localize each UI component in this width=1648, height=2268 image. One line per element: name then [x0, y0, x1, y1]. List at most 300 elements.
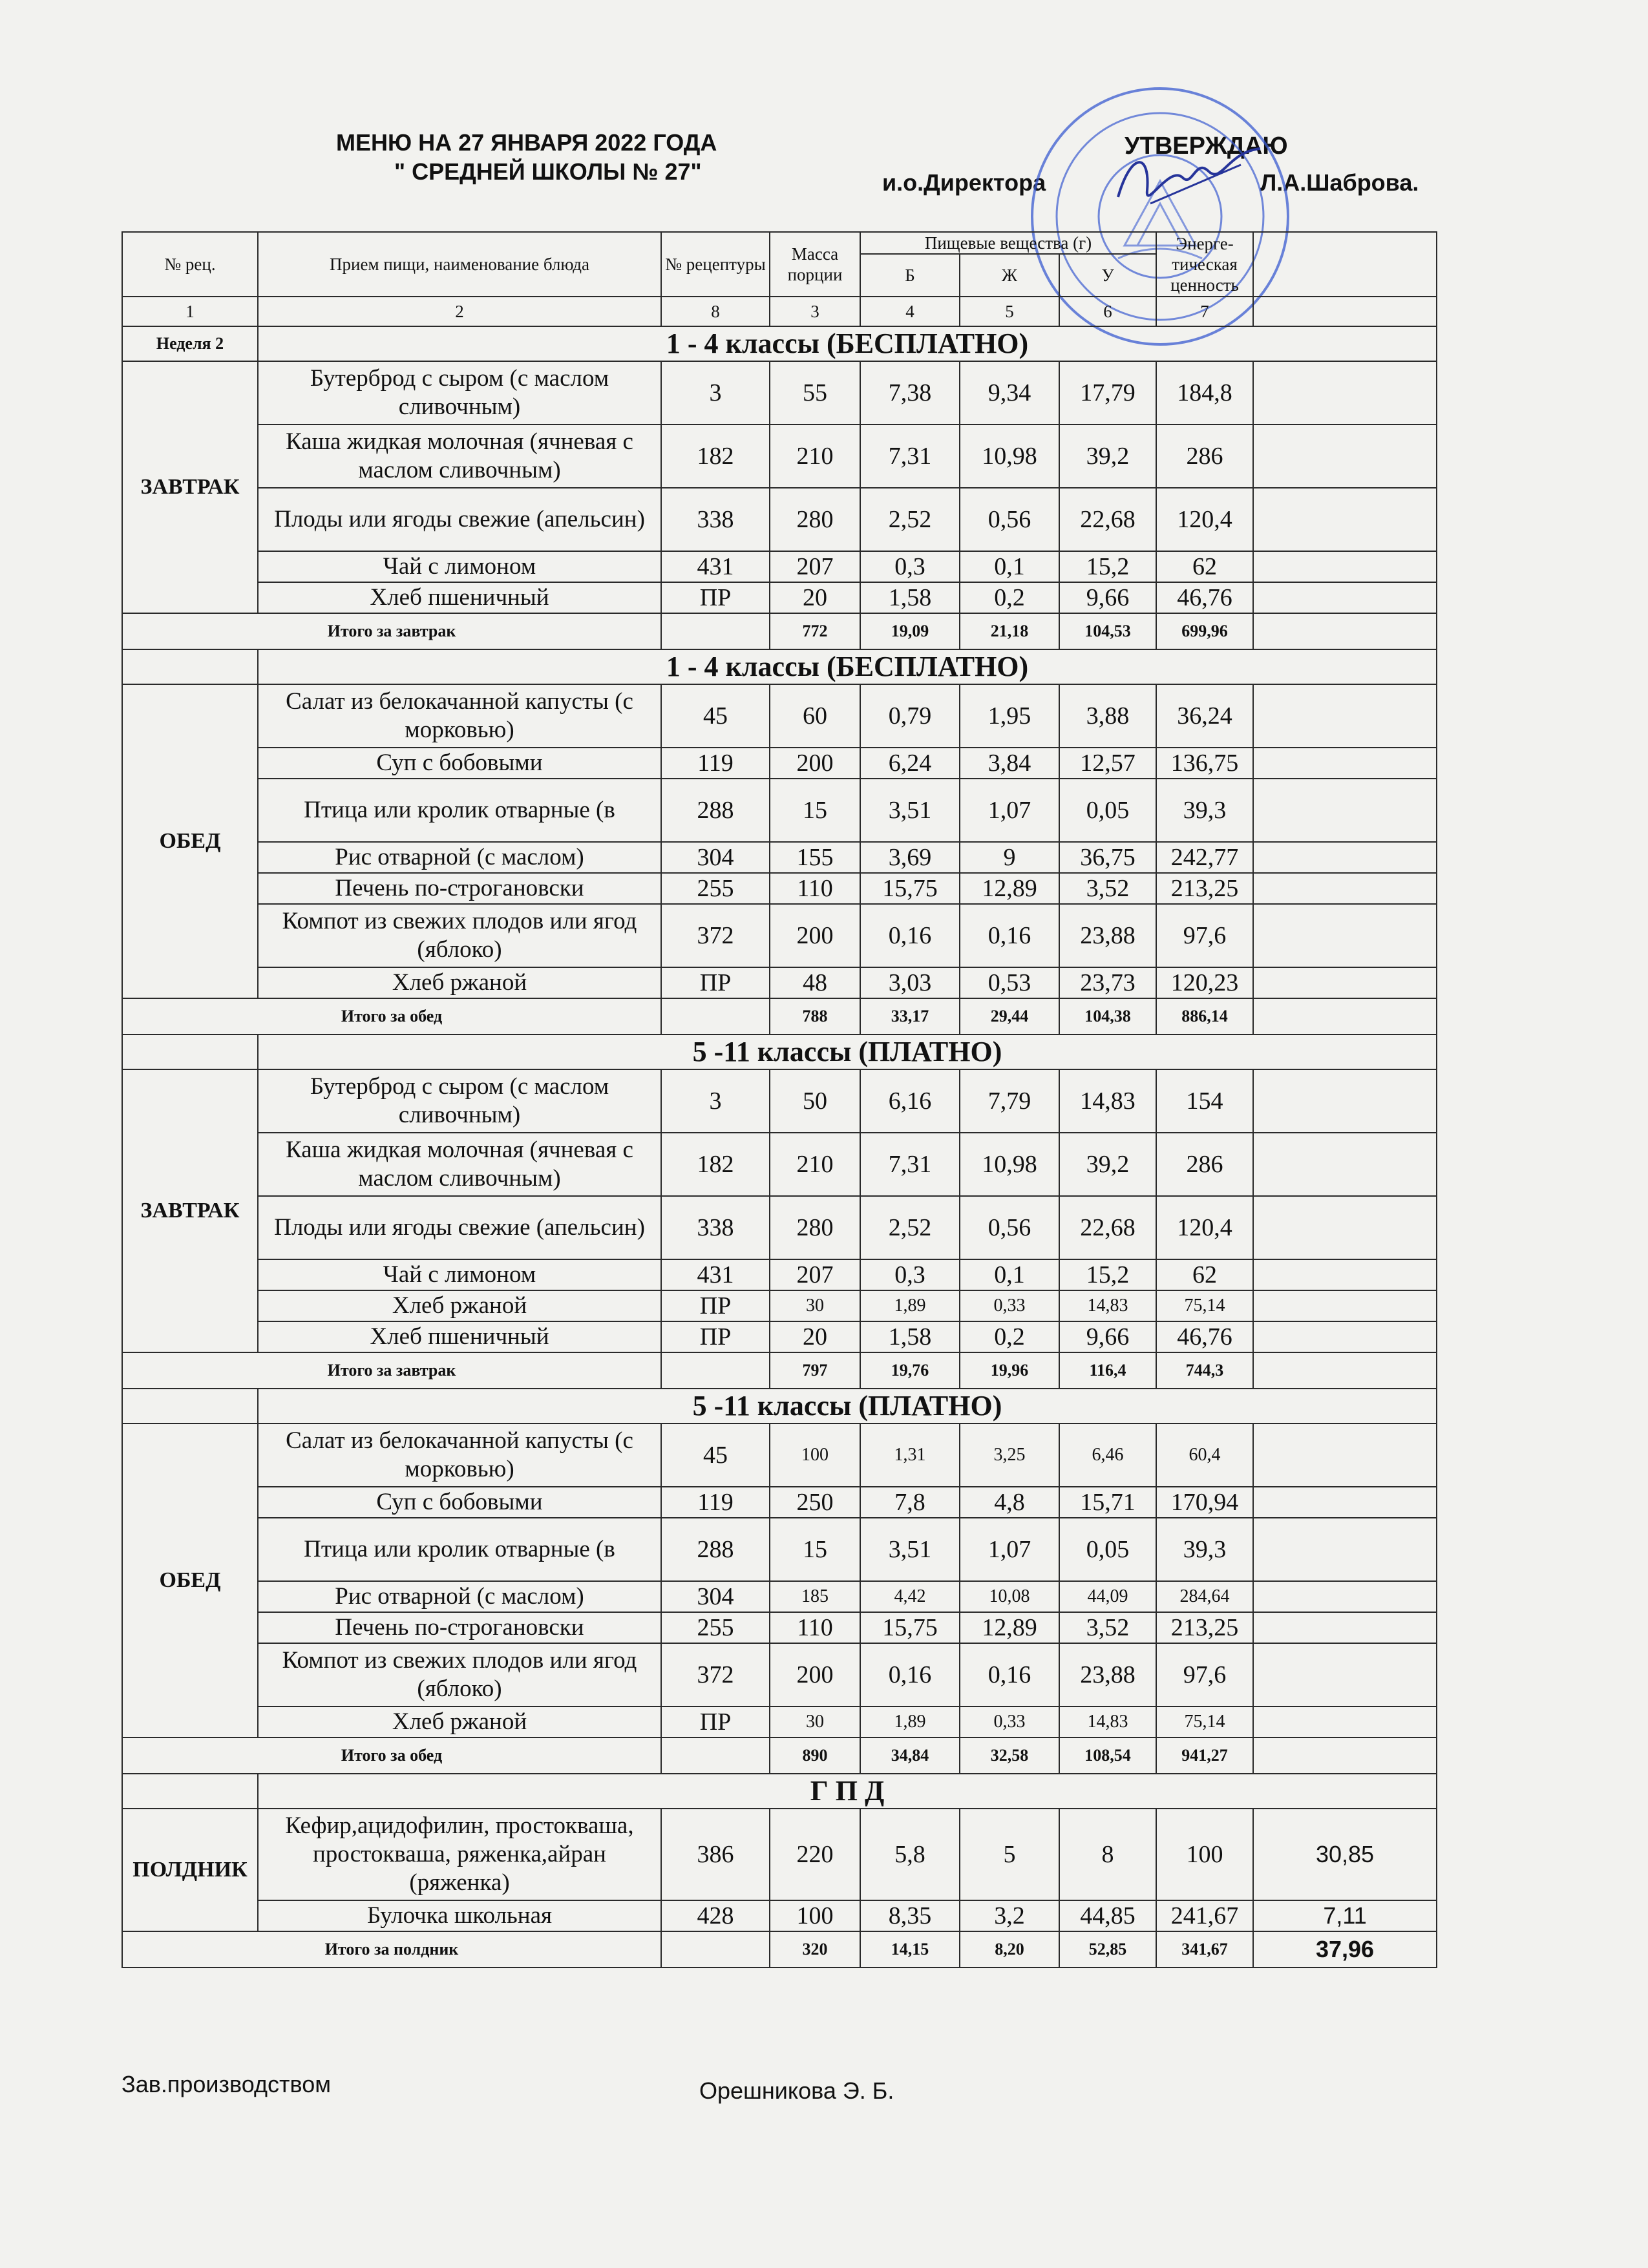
- extra-value: [1253, 1612, 1437, 1643]
- table-row: [122, 1487, 1437, 1518]
- total-blank: [661, 613, 770, 649]
- title-line-2: " СРЕДНЕЙ ШКОЛЫ № 27": [394, 158, 702, 185]
- header-col-number: 3: [770, 297, 860, 326]
- table-row: [122, 1643, 1437, 1706]
- section-title: 1 - 4 классы (БЕСПЛАТНО): [258, 649, 1437, 684]
- total-mass: 890: [770, 1738, 860, 1774]
- protein-value: 0,79: [860, 684, 960, 748]
- fat-value: 1,95: [960, 684, 1059, 748]
- header-empty: [1253, 297, 1437, 326]
- table-row: [122, 904, 1437, 967]
- portion-mass: 280: [770, 1196, 860, 1259]
- recipe-no: 428: [661, 1900, 770, 1931]
- fat-value: 5: [960, 1809, 1059, 1900]
- recipe-no: ПР: [661, 967, 770, 998]
- total-label: Итого за обед: [122, 1738, 661, 1774]
- portion-mass: 280: [770, 488, 860, 551]
- fat-value: 1,07: [960, 779, 1059, 842]
- extra-value: [1253, 582, 1437, 613]
- section-blank: [122, 1034, 258, 1069]
- fat-value: 0,33: [960, 1290, 1059, 1321]
- dish-name: Каша жидкая молочная (ячневая с маслом сливочным): [258, 1133, 661, 1196]
- protein-value: 1,58: [860, 582, 960, 613]
- table-row: [122, 1612, 1437, 1643]
- fat-value: 10,98: [960, 1133, 1059, 1196]
- fat-value: 0,2: [960, 582, 1059, 613]
- dish-name: Суп с бобовыми: [258, 748, 661, 779]
- protein-value: 2,52: [860, 488, 960, 551]
- energy-value: 242,77: [1156, 842, 1253, 873]
- dish-name: Печень по-строгановски: [258, 1612, 661, 1643]
- recipe-no: 119: [661, 748, 770, 779]
- energy-value: 120,4: [1156, 1196, 1253, 1259]
- total-protein: 19,09: [860, 613, 960, 649]
- header-recipe-no: № рецептуры: [661, 232, 770, 297]
- recipe-no: 45: [661, 684, 770, 748]
- fat-value: 3,84: [960, 748, 1059, 779]
- extra-value: [1253, 425, 1437, 488]
- fat-value: 3,2: [960, 1900, 1059, 1931]
- carbs-value: 39,2: [1059, 425, 1156, 488]
- total-fat: 8,20: [960, 1931, 1059, 1968]
- table-row: [122, 1352, 1437, 1389]
- carbs-value: 15,71: [1059, 1487, 1156, 1518]
- portion-mass: 185: [770, 1581, 860, 1612]
- energy-value: 97,6: [1156, 904, 1253, 967]
- header-col-number: 2: [258, 297, 661, 326]
- recipe-no: ПР: [661, 1290, 770, 1321]
- portion-mass: 60: [770, 684, 860, 748]
- portion-mass: 155: [770, 842, 860, 873]
- recipe-no: 3: [661, 1069, 770, 1133]
- table-row: [122, 582, 1437, 613]
- carbs-value: 23,73: [1059, 967, 1156, 998]
- table-row: [122, 1290, 1437, 1321]
- menu-table: [121, 231, 1437, 1968]
- energy-value: 39,3: [1156, 1518, 1253, 1581]
- portion-mass: 210: [770, 1133, 860, 1196]
- header-col-number: 7: [1156, 297, 1253, 326]
- total-extra: [1253, 1738, 1437, 1774]
- total-fat: 32,58: [960, 1738, 1059, 1774]
- total-fat: 21,18: [960, 613, 1059, 649]
- extra-value: 7,11: [1253, 1900, 1437, 1931]
- protein-value: 7,31: [860, 1133, 960, 1196]
- extra-value: [1253, 684, 1437, 748]
- table-row: [122, 649, 1437, 684]
- portion-mass: 55: [770, 361, 860, 425]
- energy-value: 62: [1156, 1259, 1253, 1290]
- recipe-no: 288: [661, 779, 770, 842]
- fat-value: 4,8: [960, 1487, 1059, 1518]
- energy-value: 284,64: [1156, 1581, 1253, 1612]
- table-row: [122, 1738, 1437, 1774]
- energy-value: 60,4: [1156, 1423, 1253, 1487]
- footer-position: Зав.производством: [121, 2071, 331, 2097]
- portion-mass: 15: [770, 1518, 860, 1581]
- carbs-value: 22,68: [1059, 488, 1156, 551]
- portion-mass: 110: [770, 1612, 860, 1643]
- table-row: [122, 967, 1437, 998]
- section-title: 5 -11 классы (ПЛАТНО): [258, 1389, 1437, 1423]
- carbs-value: 15,2: [1059, 551, 1156, 582]
- recipe-no: 304: [661, 1581, 770, 1612]
- total-extra: [1253, 998, 1437, 1034]
- energy-value: 39,3: [1156, 779, 1253, 842]
- table-row: [122, 842, 1437, 873]
- total-label: Итого за завтрак: [122, 1352, 661, 1389]
- dish-name: Плоды или ягоды свежие (апельсин): [258, 1196, 661, 1259]
- dish-name: Компот из свежих плодов или ягод (яблоко): [258, 904, 661, 967]
- protein-value: 1,89: [860, 1290, 960, 1321]
- section-blank: [122, 1389, 258, 1423]
- total-protein: 14,15: [860, 1931, 960, 1968]
- fat-value: 0,56: [960, 1196, 1059, 1259]
- carbs-value: 23,88: [1059, 1643, 1156, 1706]
- table-row: [122, 1069, 1437, 1133]
- dish-name: Бутерброд с сыром (с маслом сливочным): [258, 1069, 661, 1133]
- extra-value: [1253, 1423, 1437, 1487]
- extra-value: [1253, 1321, 1437, 1352]
- energy-value: 136,75: [1156, 748, 1253, 779]
- carbs-value: 8: [1059, 1809, 1156, 1900]
- carbs-value: 3,88: [1059, 684, 1156, 748]
- energy-value: 120,4: [1156, 488, 1253, 551]
- table-row: [122, 326, 1437, 361]
- table-row: [122, 1196, 1437, 1259]
- fat-value: 9,34: [960, 361, 1059, 425]
- recipe-no: 182: [661, 425, 770, 488]
- fat-value: 0,53: [960, 967, 1059, 998]
- portion-mass: 200: [770, 1643, 860, 1706]
- energy-value: 36,24: [1156, 684, 1253, 748]
- table-row: [122, 779, 1437, 842]
- table-row: [122, 232, 1437, 254]
- energy-value: 241,67: [1156, 1900, 1253, 1931]
- recipe-no: 3: [661, 361, 770, 425]
- table-row: [122, 1706, 1437, 1738]
- table-row: [122, 1931, 1437, 1968]
- table-row: [122, 361, 1437, 425]
- protein-value: 1,31: [860, 1423, 960, 1487]
- fat-value: 0,1: [960, 1259, 1059, 1290]
- energy-value: 97,6: [1156, 1643, 1253, 1706]
- total-energy: 744,3: [1156, 1352, 1253, 1389]
- extra-value: [1253, 748, 1437, 779]
- extra-value: [1253, 1133, 1437, 1196]
- fat-value: 12,89: [960, 873, 1059, 904]
- extra-value: [1253, 1259, 1437, 1290]
- carbs-value: 39,2: [1059, 1133, 1156, 1196]
- total-label: Итого за полдник: [122, 1931, 661, 1968]
- fat-value: 0,33: [960, 1706, 1059, 1738]
- recipe-no: 255: [661, 1612, 770, 1643]
- table-row: [122, 873, 1437, 904]
- table-row: [122, 998, 1437, 1034]
- recipe-no: 386: [661, 1809, 770, 1900]
- section-blank: [122, 1774, 258, 1809]
- meal-label: ОБЕД: [122, 684, 258, 998]
- total-fat: 29,44: [960, 998, 1059, 1034]
- protein-value: 8,35: [860, 1900, 960, 1931]
- dish-name: Рис отварной (с маслом): [258, 1581, 661, 1612]
- energy-value: 75,14: [1156, 1706, 1253, 1738]
- total-blank: [661, 998, 770, 1034]
- table-row: [122, 297, 1437, 326]
- protein-value: 1,89: [860, 1706, 960, 1738]
- header-carbs: У: [1059, 254, 1156, 297]
- carbs-value: 44,09: [1059, 1581, 1156, 1612]
- total-protein: 19,76: [860, 1352, 960, 1389]
- footer-name: Орешникова Э. Б.: [699, 2077, 894, 2104]
- carbs-value: 6,46: [1059, 1423, 1156, 1487]
- protein-value: 0,16: [860, 904, 960, 967]
- director-label: и.о.Директора: [882, 169, 1046, 196]
- extra-value: [1253, 1706, 1437, 1738]
- fat-value: 10,08: [960, 1581, 1059, 1612]
- table-row: [122, 1034, 1437, 1069]
- table-row: [122, 613, 1437, 649]
- director-name: Л.А.Шаброва.: [1260, 169, 1419, 196]
- recipe-no: 255: [661, 873, 770, 904]
- dish-name: Хлеб ржаной: [258, 1290, 661, 1321]
- recipe-no: 431: [661, 1259, 770, 1290]
- table-row: [122, 425, 1437, 488]
- fat-value: 3,25: [960, 1423, 1059, 1487]
- carbs-value: 15,2: [1059, 1259, 1156, 1290]
- carbs-value: 14,83: [1059, 1706, 1156, 1738]
- extra-value: [1253, 873, 1437, 904]
- protein-value: 6,16: [860, 1069, 960, 1133]
- dish-name: Салат из белокачанной капусты (с морковью): [258, 1423, 661, 1487]
- total-energy: 886,14: [1156, 998, 1253, 1034]
- extra-value: [1253, 1196, 1437, 1259]
- dish-name: Чай с лимоном: [258, 551, 661, 582]
- table-row: [122, 1259, 1437, 1290]
- energy-value: 46,76: [1156, 582, 1253, 613]
- portion-mass: 200: [770, 748, 860, 779]
- total-mass: 320: [770, 1931, 860, 1968]
- extra-value: [1253, 779, 1437, 842]
- dish-name: Каша жидкая молочная (ячневая с маслом сливочным): [258, 425, 661, 488]
- table-row: [122, 1389, 1437, 1423]
- fat-value: 0,1: [960, 551, 1059, 582]
- recipe-no: 431: [661, 551, 770, 582]
- total-protein: 34,84: [860, 1738, 960, 1774]
- table-row: [122, 551, 1437, 582]
- carbs-value: 3,52: [1059, 873, 1156, 904]
- total-carbs: 104,38: [1059, 998, 1156, 1034]
- energy-value: 100: [1156, 1809, 1253, 1900]
- dish-name: Хлеб пшеничный: [258, 1321, 661, 1352]
- table-row: [122, 1518, 1437, 1581]
- dish-name: Хлеб пшеничный: [258, 582, 661, 613]
- total-mass: 788: [770, 998, 860, 1034]
- protein-value: 1,58: [860, 1321, 960, 1352]
- protein-value: 15,75: [860, 873, 960, 904]
- energy-value: 213,25: [1156, 873, 1253, 904]
- total-blank: [661, 1931, 770, 1968]
- dish-name: Птица или кролик отварные (в: [258, 779, 661, 842]
- fat-value: 0,56: [960, 488, 1059, 551]
- carbs-value: 22,68: [1059, 1196, 1156, 1259]
- recipe-no: 338: [661, 488, 770, 551]
- table-row: [122, 1423, 1437, 1487]
- portion-mass: 100: [770, 1423, 860, 1487]
- carbs-value: 3,52: [1059, 1612, 1156, 1643]
- total-mass: 797: [770, 1352, 860, 1389]
- header-rec-no: № рец.: [122, 232, 258, 297]
- total-label: Итого за обед: [122, 998, 661, 1034]
- table-row: [122, 1809, 1437, 1900]
- portion-mass: 220: [770, 1809, 860, 1900]
- recipe-no: 372: [661, 904, 770, 967]
- dish-name: Хлеб ржаной: [258, 1706, 661, 1738]
- header-portion-mass: Масса порции: [770, 232, 860, 297]
- portion-mass: 15: [770, 779, 860, 842]
- table-row: [122, 1321, 1437, 1352]
- approve-label: УТВЕРЖДАЮ: [1125, 132, 1288, 160]
- header-energy: Энерге-тическая ценность: [1156, 232, 1253, 297]
- portion-mass: 200: [770, 904, 860, 967]
- recipe-no: ПР: [661, 1706, 770, 1738]
- portion-mass: 30: [770, 1290, 860, 1321]
- director-signature: [1112, 139, 1267, 223]
- carbs-value: 23,88: [1059, 904, 1156, 967]
- extra-value: [1253, 551, 1437, 582]
- portion-mass: 207: [770, 1259, 860, 1290]
- dish-name: Хлеб ржаной: [258, 967, 661, 998]
- total-carbs: 104,53: [1059, 613, 1156, 649]
- table-row: [122, 1133, 1437, 1196]
- extra-value: [1253, 1581, 1437, 1612]
- dish-name: Плоды или ягоды свежие (апельсин): [258, 488, 661, 551]
- recipe-no: ПР: [661, 582, 770, 613]
- dish-name: Суп с бобовыми: [258, 1487, 661, 1518]
- section-title: 1 - 4 классы (БЕСПЛАТНО): [258, 326, 1437, 361]
- extra-value: [1253, 1487, 1437, 1518]
- total-energy: 941,27: [1156, 1738, 1253, 1774]
- carbs-value: 44,85: [1059, 1900, 1156, 1931]
- header-col-number: 4: [860, 297, 960, 326]
- protein-value: 5,8: [860, 1809, 960, 1900]
- extra-value: 30,85: [1253, 1809, 1437, 1900]
- header-col-number: 8: [661, 297, 770, 326]
- protein-value: 0,16: [860, 1643, 960, 1706]
- header-empty: [1253, 232, 1437, 297]
- carbs-value: 36,75: [1059, 842, 1156, 873]
- carbs-value: 0,05: [1059, 1518, 1156, 1581]
- portion-mass: 20: [770, 1321, 860, 1352]
- total-extra: 37,96: [1253, 1931, 1437, 1968]
- carbs-value: 9,66: [1059, 1321, 1156, 1352]
- carbs-value: 12,57: [1059, 748, 1156, 779]
- protein-value: 7,8: [860, 1487, 960, 1518]
- fat-value: 7,79: [960, 1069, 1059, 1133]
- extra-value: [1253, 1643, 1437, 1706]
- recipe-no: ПР: [661, 1321, 770, 1352]
- portion-mass: 20: [770, 582, 860, 613]
- total-carbs: 116,4: [1059, 1352, 1156, 1389]
- recipe-no: 45: [661, 1423, 770, 1487]
- table-row: [122, 1900, 1437, 1931]
- extra-value: [1253, 842, 1437, 873]
- portion-mass: 30: [770, 1706, 860, 1738]
- total-extra: [1253, 613, 1437, 649]
- portion-mass: 50: [770, 1069, 860, 1133]
- energy-value: 62: [1156, 551, 1253, 582]
- section-title: 5 -11 классы (ПЛАТНО): [258, 1034, 1437, 1069]
- total-blank: [661, 1738, 770, 1774]
- protein-value: 0,3: [860, 1259, 960, 1290]
- title-line-1: МЕНЮ НА 27 ЯНВАРЯ 2022 ГОДА: [336, 129, 717, 156]
- portion-mass: 250: [770, 1487, 860, 1518]
- table-row: [122, 1581, 1437, 1612]
- header-col-number: 6: [1059, 297, 1156, 326]
- energy-value: 154: [1156, 1069, 1253, 1133]
- energy-value: 120,23: [1156, 967, 1253, 998]
- fat-value: 10,98: [960, 425, 1059, 488]
- protein-value: 2,52: [860, 1196, 960, 1259]
- protein-value: 7,38: [860, 361, 960, 425]
- protein-value: 0,3: [860, 551, 960, 582]
- table-row: [122, 1774, 1437, 1809]
- energy-value: 184,8: [1156, 361, 1253, 425]
- extra-value: [1253, 1290, 1437, 1321]
- dish-name: Рис отварной (с маслом): [258, 842, 661, 873]
- fat-value: 0,2: [960, 1321, 1059, 1352]
- table-row: [122, 684, 1437, 748]
- dish-name: Птица или кролик отварные (в: [258, 1518, 661, 1581]
- extra-value: [1253, 967, 1437, 998]
- recipe-no: 372: [661, 1643, 770, 1706]
- recipe-no: 304: [661, 842, 770, 873]
- protein-value: 3,03: [860, 967, 960, 998]
- total-label: Итого за завтрак: [122, 613, 661, 649]
- extra-value: [1253, 1518, 1437, 1581]
- protein-value: 3,51: [860, 779, 960, 842]
- protein-value: 7,31: [860, 425, 960, 488]
- portion-mass: 100: [770, 1900, 860, 1931]
- total-protein: 33,17: [860, 998, 960, 1034]
- header-dish-name: Прием пищи, наименование блюда: [258, 232, 661, 297]
- meal-label: ОБЕД: [122, 1423, 258, 1738]
- dish-name: Чай с лимоном: [258, 1259, 661, 1290]
- recipe-no: 119: [661, 1487, 770, 1518]
- protein-value: 3,51: [860, 1518, 960, 1581]
- total-extra: [1253, 1352, 1437, 1389]
- fat-value: 9: [960, 842, 1059, 873]
- total-carbs: 52,85: [1059, 1931, 1156, 1968]
- table-row: [122, 488, 1437, 551]
- total-carbs: 108,54: [1059, 1738, 1156, 1774]
- total-energy: 699,96: [1156, 613, 1253, 649]
- section-title: Г П Д: [258, 1774, 1437, 1809]
- total-energy: 341,67: [1156, 1931, 1253, 1968]
- carbs-value: 9,66: [1059, 582, 1156, 613]
- energy-value: 286: [1156, 1133, 1253, 1196]
- total-blank: [661, 1352, 770, 1389]
- portion-mass: 210: [770, 425, 860, 488]
- dish-name: Булочка школьная: [258, 1900, 661, 1931]
- carbs-value: 14,83: [1059, 1069, 1156, 1133]
- section-blank: [122, 649, 258, 684]
- extra-value: [1253, 1069, 1437, 1133]
- energy-value: 75,14: [1156, 1290, 1253, 1321]
- header-col-number: 5: [960, 297, 1059, 326]
- recipe-no: 288: [661, 1518, 770, 1581]
- fat-value: 0,16: [960, 1643, 1059, 1706]
